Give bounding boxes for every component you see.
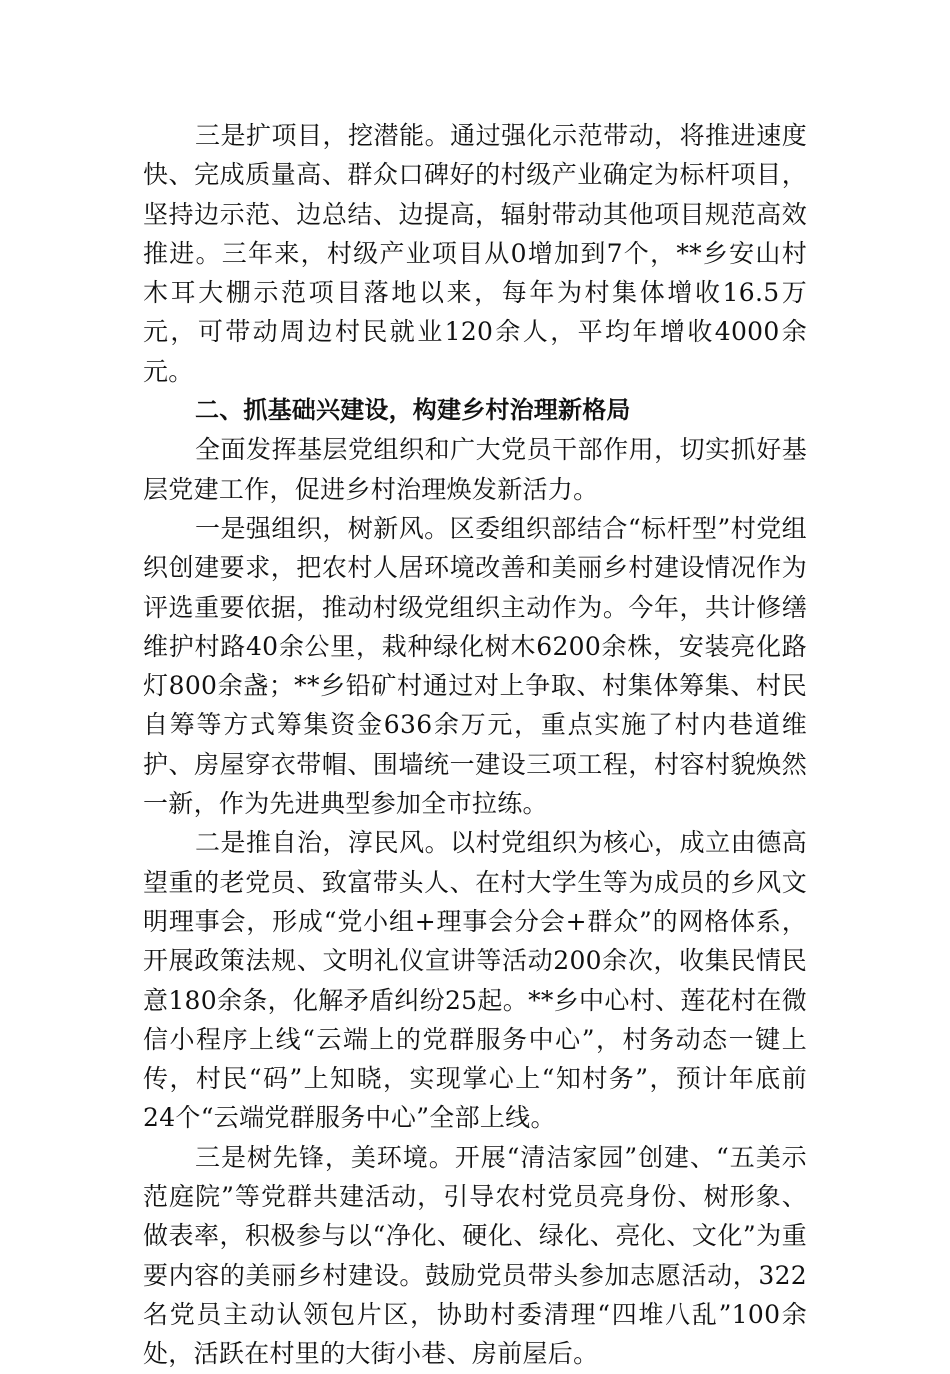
paragraph-set-pioneers: 三是树先锋，美环境。开展“清洁家园”创建、“五美示范庭院”等党群共建活动，引导农村党员亮身份、树形象、做表率，积极参与以“净化、硬化、绿化、亮化、文化”为重要内容的美丽乡村建设。鼓励党员带头参加志愿活动，322名党员主动认领包片区，协助村委清理“四堆八乱”100余处，活跃在村里的大街小巷、房前屋后。 [143,1142,807,1369]
paragraph-section-intro: 全面发挥基层党组织和广大党员干部作用，切实抓好基层党建工作，促进乡村治理焕发新活力。 [143,435,807,504]
document-page [143,116,807,1374]
paragraph-promote-autonomy: 二是推自治，淳民风。以村党组织为核心，成立由德高望重的老党员、致富带头人、在村大学生等为成员的乡风文明理事会，形成“党小组+理事会分会+群众”的网格体系，开展政策法规、文明礼仪宣讲等活动200余次，收集民情民意180余条，化解矛盾纠纷25起。**乡中心村、莲花村在微信小程序上线“云端上的党群服务中心”，村务动态一键上传，村民“码”上知晓，实现掌心上“知村务”，预计年底前24个“云端党群服务中心”全部上线。 [143,828,807,1133]
section-heading-2: 二、抓基础兴建设，构建乡村治理新格局 [195,396,631,425]
paragraph-strengthen-organization: 一是强组织，树新风。区委组织部结合“标杆型”村党组织创建要求，把农村人居环境改善和美丽乡村建设情况作为评选重要依据，推动村级党组织主动作为。今年，共计修缮维护村路40余公里，栽种绿化树木6200余株，安装亮化路灯800余盏；**乡铅矿村通过对上争取、村集体筹集、村民自筹等方式筹集资金636余万元，重点实施了村内巷道维护、房屋穿衣带帽、围墙统一建设三项工程，村容村貌焕然一新，作为先进典型参加全市拉练。 [143,513,807,819]
paragraph-expand-projects: 三是扩项目，挖潜能。通过强化示范带动，将推进速度快、完成质量高、群众口碑好的村级产业确定为标杆项目，坚持边示范、边总结、边提高，辐射带动其他项目规范高效推进。三年来，村级产业项目从0增加到7个，**乡安山村木耳大棚示范项目落地以来，每年为村集体增收16.5万元，可带动周边村民就业120余人，平均年增收4000余元。 [143,121,807,386]
